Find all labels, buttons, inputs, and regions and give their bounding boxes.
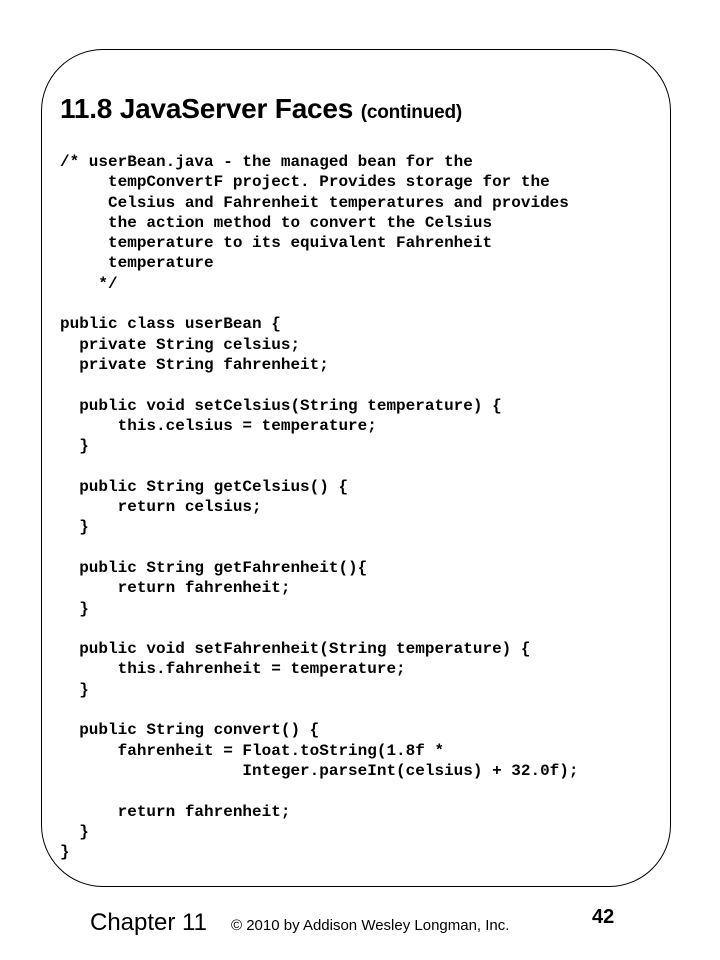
code-line [60, 619, 578, 639]
code-line [60, 294, 578, 314]
code-line: } [60, 843, 70, 862]
code-line: fahrenheit = Float.toString(1.8f * [60, 741, 445, 760]
code-line: */ [60, 274, 118, 293]
code-line: public void setFahrenheit(String temperature) { [60, 640, 531, 659]
code-line: } [60, 518, 89, 537]
code-line: temperature [60, 254, 214, 273]
code-line: return celsius; [60, 498, 262, 517]
code-line: public void setCelsius(String temperature) { [60, 396, 502, 415]
footer-chapter: Chapter 11 [90, 909, 207, 936]
code-line: return fahrenheit; [60, 579, 291, 598]
code-line: /* userBean.java - the managed bean for the [60, 153, 473, 171]
slide-title-main: 11.8 JavaServer Faces [60, 93, 354, 124]
slide-title-sub: (continued) [360, 102, 463, 123]
code-line [60, 456, 578, 476]
code-line: private String fahrenheit; [60, 355, 329, 374]
footer-copyright: © 2010 by Addison Wesley Longman, Inc. [231, 917, 510, 934]
code-line: this.celsius = temperature; [60, 416, 377, 435]
code-line: public class userBean { [60, 315, 281, 334]
code-line: } [60, 437, 89, 456]
code-line: tempConvertF project. Provides storage for the [60, 173, 550, 192]
code-line: the action method to convert the Celsius [60, 213, 493, 232]
code-listing [60, 152, 578, 862]
code-line: } [60, 822, 89, 841]
code-line [60, 538, 578, 558]
code-line [60, 700, 578, 720]
code-line: temperature to its equivalent Fahrenheit [60, 234, 493, 253]
code-line: this.fahrenheit = temperature; [60, 660, 406, 679]
code-line: public String getCelsius() { [60, 477, 349, 496]
code-line: return fahrenheit; [60, 802, 291, 821]
code-line [60, 781, 578, 801]
code-line [60, 375, 578, 395]
code-line: private String celsius; [60, 335, 301, 354]
code-line: public String convert() { [60, 721, 320, 740]
slide-title [60, 92, 462, 130]
code-line: } [60, 680, 89, 699]
page-number: 42 [592, 906, 615, 928]
code-line: } [60, 599, 89, 618]
code-line: Celsius and Fahrenheit temperatures and provides [60, 193, 569, 212]
code-line: Integer.parseInt(celsius) + 32.0f); [60, 761, 579, 780]
code-line: public String getFahrenheit(){ [60, 558, 368, 577]
